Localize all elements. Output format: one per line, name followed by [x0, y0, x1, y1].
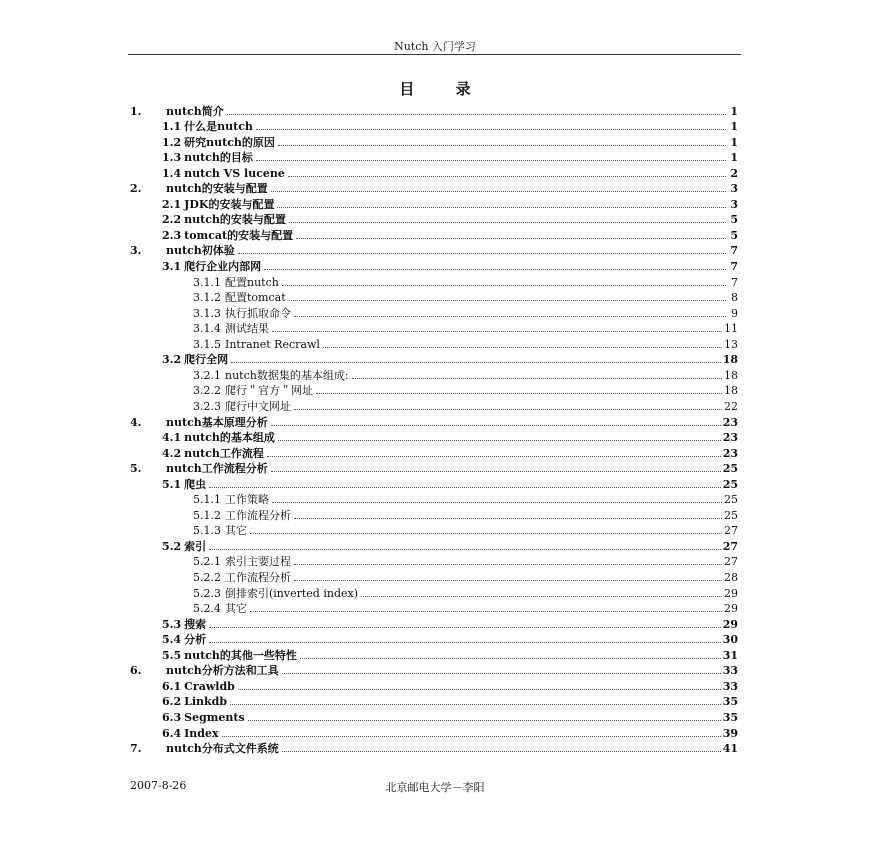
- toc-entry-label: 搜索: [184, 617, 207, 631]
- toc-dot-leader: [238, 253, 726, 254]
- toc-entry-number: 6.3: [162, 710, 182, 724]
- toc-entry-page: 1: [730, 104, 738, 118]
- toc-entry-number: 1.4: [162, 166, 182, 180]
- toc-entry[interactable]: [193, 553, 738, 569]
- toc-entry-label: nutch工作流程分析: [166, 462, 268, 476]
- toc-entry[interactable]: [162, 708, 738, 724]
- toc-entry-number: 5.5: [162, 648, 182, 662]
- toc-entry-label: nutch分析方法和工具: [166, 664, 279, 678]
- toc-entry[interactable]: [162, 724, 738, 740]
- toc-entry-label: nutch初体验: [166, 244, 235, 258]
- toc-entry-page: 7: [731, 275, 738, 289]
- toc-dot-leader: [282, 751, 721, 752]
- toc-entry[interactable]: [162, 133, 738, 149]
- toc-entry-number: 1.: [130, 104, 142, 118]
- toc-entry-number: 3.2.1: [193, 368, 221, 382]
- toc-dot-leader: [271, 191, 726, 192]
- toc-entry-label: 索引: [184, 539, 207, 553]
- footer-author: 北京邮电大学－李阳: [385, 781, 485, 794]
- toc-entry-page: 25: [724, 508, 738, 522]
- toc-entry-page: 1: [730, 120, 738, 134]
- toc-entry[interactable]: [193, 289, 738, 305]
- toc-entry-label: 爬行全网: [184, 353, 229, 367]
- toc-dot-leader: [288, 176, 726, 177]
- toc-entry[interactable]: [130, 413, 738, 429]
- toc-entry-label: 配置nutch: [225, 275, 279, 289]
- toc-entry[interactable]: [162, 537, 738, 553]
- toc-entry-number: 6.4: [162, 726, 182, 740]
- toc-entry-page: 18: [724, 384, 738, 398]
- toc-dot-leader: [361, 596, 722, 597]
- toc-dot-leader: [250, 611, 722, 612]
- toc-dot-leader: [294, 409, 722, 410]
- toc-entry[interactable]: [193, 584, 738, 600]
- toc-entry-number: 5.2.1: [193, 555, 221, 569]
- toc-entry[interactable]: [162, 149, 738, 165]
- toc-entry-number: 3.2: [162, 353, 182, 367]
- toc-entry[interactable]: [193, 320, 738, 336]
- toc-entry[interactable]: [193, 506, 738, 522]
- toc-entry[interactable]: [130, 102, 738, 118]
- toc-entry-page: 11: [724, 322, 738, 336]
- toc-entry-label: nutch的安装与配置: [166, 182, 268, 196]
- toc-entry[interactable]: [162, 444, 738, 460]
- toc-entry[interactable]: [193, 335, 738, 351]
- toc-dot-leader: [296, 238, 726, 239]
- toc-entry-label: 爬行中文网址: [225, 399, 291, 413]
- toc-entry-page: 39: [722, 726, 738, 740]
- toc-dot-leader: [282, 285, 726, 286]
- toc-entry-label: tomcat的安装与配置: [184, 228, 294, 242]
- toc-entry-page: 31: [722, 648, 738, 662]
- toc-dot-leader: [289, 222, 726, 223]
- toc-entry-page: 7: [730, 260, 738, 273]
- toc-entry-number: 5.: [130, 462, 142, 476]
- toc-dot-leader: [300, 658, 721, 659]
- toc-entry-label: nutch的安装与配置: [184, 213, 286, 227]
- toc-dot-leader: [272, 331, 722, 332]
- toc-dot-leader: [294, 564, 722, 565]
- toc-dot-leader: [271, 471, 721, 472]
- toc-entry-page: 2: [730, 166, 738, 180]
- toc-dot-leader: [289, 300, 726, 301]
- toc-entry-page: 9: [731, 306, 738, 320]
- toc-entry-number: 5.2: [162, 539, 182, 553]
- toc-entry-number: 1.3: [162, 151, 182, 165]
- toc-entry-page: 1: [730, 135, 738, 149]
- toc-entry-page: 35: [722, 710, 738, 724]
- toc-entry-label: Intranet Recrawl: [225, 337, 320, 351]
- toc-entry[interactable]: [193, 273, 738, 289]
- toc-entry-number: 3.2.3: [193, 399, 221, 413]
- toc-entry-label: 工作流程分析: [225, 508, 291, 522]
- toc-entry-label: 工作流程分析: [225, 571, 291, 584]
- toc-entry[interactable]: [130, 460, 738, 476]
- toc-entry-number: 2.: [130, 182, 142, 196]
- toc-entry-page: 27: [722, 539, 738, 553]
- toc-entry-label: 爬虫: [184, 477, 207, 491]
- toc-dot-leader: [264, 269, 726, 270]
- toc-entry-number: 5.1.1: [193, 493, 221, 507]
- toc-entry-number: 3.1.5: [193, 337, 221, 351]
- toc-entry-number: 2.2: [162, 213, 182, 227]
- toc-entry-number: 4.2: [162, 446, 182, 460]
- toc-entry-label: 工作策略: [225, 493, 269, 507]
- toc-dot-leader: [267, 456, 721, 457]
- toc-dot-leader: [231, 362, 721, 363]
- toc-entry-number: 3.1.4: [193, 322, 221, 336]
- toc-entry-page: 25: [724, 493, 738, 507]
- toc-entry[interactable]: [130, 740, 738, 756]
- toc-entry-page: 22: [724, 399, 738, 413]
- toc-entry-label: nutch分布式文件系统: [166, 742, 279, 756]
- toc-entry[interactable]: [162, 475, 738, 491]
- toc-entry-number: 2.3: [162, 228, 182, 242]
- toc-title: 目 录: [399, 80, 489, 98]
- toc-entry[interactable]: [162, 429, 738, 445]
- toc-entry-number: 5.2.4: [193, 602, 221, 616]
- toc-entry[interactable]: [162, 631, 738, 647]
- toc-entry[interactable]: [193, 491, 738, 507]
- toc-dot-leader: [278, 440, 721, 441]
- toc-entry-label: nutch工作流程: [184, 446, 264, 460]
- toc-entry-page: 23: [722, 415, 738, 429]
- toc-entry-label: Segments: [184, 710, 245, 724]
- toc-entry-page: 29: [722, 617, 738, 631]
- toc-entry[interactable]: [162, 351, 738, 367]
- toc-entry-number: 2.1: [162, 197, 182, 211]
- toc-dot-leader: [209, 487, 721, 488]
- toc-entry-number: 5.1.2: [193, 508, 221, 522]
- toc-entry-label: JDK的安装与配置: [184, 197, 275, 211]
- toc-entry-label: 倒排索引(inverted index): [225, 586, 358, 600]
- toc-entry-page: 23: [722, 446, 738, 460]
- toc-entry[interactable]: [162, 646, 738, 662]
- toc-entry-label: 其它: [225, 602, 247, 616]
- footer-date: 2007-8-26: [130, 779, 187, 792]
- toc-entry-label: nutch数据集的基本组成:: [225, 368, 349, 382]
- toc-entry-label: 什么是nutch: [184, 120, 253, 134]
- toc-entry-page: 33: [722, 664, 738, 678]
- toc-entry-number: 5.1: [162, 477, 182, 491]
- toc-dot-leader: [227, 114, 726, 115]
- toc-entry-number: 3.1.2: [193, 291, 221, 305]
- toc-entry[interactable]: [130, 242, 738, 258]
- toc-entry-number: 5.4: [162, 633, 182, 647]
- toc-entry-page: 25: [722, 477, 738, 491]
- toc-entry-label: 索引主要过程: [225, 555, 291, 569]
- toc-entry-page: 30: [722, 633, 738, 647]
- toc-entry[interactable]: [162, 677, 738, 693]
- toc-dot-leader: [271, 425, 721, 426]
- toc-dot-leader: [277, 207, 726, 208]
- toc-dot-leader: [282, 673, 721, 674]
- toc-entry-label: Crawldb: [184, 679, 235, 693]
- toc-dot-leader: [278, 145, 726, 146]
- toc-entry-page: 25: [722, 462, 738, 476]
- toc-entry-number: 7.: [130, 742, 142, 756]
- toc-dot-leader: [294, 518, 722, 519]
- toc-entry-label: 研究nutch的原因: [184, 135, 275, 149]
- toc-entry-page: 13: [724, 337, 738, 351]
- toc-entry-label: Index: [184, 726, 219, 740]
- toc-entry-page: 27: [724, 555, 738, 569]
- toc-entry-page: 5: [730, 228, 738, 242]
- toc-entry[interactable]: [162, 258, 738, 274]
- toc-entry-number: 5.3: [162, 617, 182, 631]
- toc-entry-label: 爬行＂官方＂网址: [225, 384, 313, 398]
- toc-entry-label: Linkdb: [184, 695, 228, 709]
- toc-entry[interactable]: [162, 164, 738, 180]
- toc-entry-label: 爬行企业内部网: [184, 260, 262, 273]
- toc-entry-page: 29: [724, 602, 738, 616]
- toc-dot-leader: [209, 627, 721, 628]
- toc-dot-leader: [209, 642, 721, 643]
- toc-entry-number: 1.2: [162, 135, 182, 149]
- toc-dot-leader: [222, 736, 721, 737]
- toc-entry[interactable]: [193, 569, 738, 585]
- toc-entry-label: 分析: [184, 633, 207, 647]
- toc-dot-leader: [238, 689, 721, 690]
- toc-entry-number: 6.1: [162, 679, 182, 693]
- toc-dot-leader: [256, 129, 726, 130]
- toc-entry[interactable]: [162, 226, 738, 242]
- toc-entry-page: 8: [731, 291, 738, 305]
- toc-entry[interactable]: [162, 693, 738, 709]
- toc-entry[interactable]: [162, 211, 738, 227]
- toc-entry-page: 33: [722, 679, 738, 693]
- toc-dot-leader: [323, 347, 722, 348]
- toc-entry-label: nutch的目标: [184, 151, 253, 165]
- toc-entry-page: 1: [730, 151, 738, 165]
- toc-entry-number: 3.: [130, 244, 142, 258]
- toc-entry-number: 3.1: [162, 260, 182, 273]
- toc-entry-number: 3.2.2: [193, 384, 221, 398]
- header-rule: [128, 54, 741, 55]
- toc-entry-page: 27: [724, 524, 738, 538]
- toc-dot-leader: [272, 502, 722, 503]
- toc-dot-leader: [352, 378, 722, 379]
- toc-entry-page: 5: [730, 213, 738, 227]
- toc-entry[interactable]: [193, 382, 738, 398]
- toc-entry-label: nutch VS lucene: [184, 166, 285, 180]
- toc-entry-page: 3: [730, 197, 738, 211]
- toc-entry[interactable]: [193, 304, 738, 320]
- toc-entry-label: nutch简介: [166, 104, 224, 118]
- toc-entry[interactable]: [130, 180, 738, 196]
- toc-entry-page: 18: [722, 353, 738, 367]
- toc-dot-leader: [248, 720, 721, 721]
- toc-entry-page: 7: [730, 244, 738, 258]
- toc-entry[interactable]: [162, 195, 738, 211]
- toc-dot-leader: [256, 160, 726, 161]
- toc-entry-number: 5.1.3: [193, 524, 221, 538]
- toc-entry-number: 3.1.3: [193, 306, 221, 320]
- toc-entry-page: 35: [722, 695, 738, 709]
- toc-entry-label: nutch基本原理分析: [166, 415, 268, 429]
- toc-entry-label: 测试结果: [225, 322, 269, 336]
- toc-entry[interactable]: [162, 615, 738, 631]
- toc-dot-leader: [250, 533, 722, 534]
- toc-entry-number: 6.: [130, 664, 142, 678]
- toc-dot-leader: [230, 704, 721, 705]
- toc-entry-label: 其它: [225, 524, 247, 538]
- toc-entry-number: 5.2.3: [193, 586, 221, 600]
- toc-dot-leader: [209, 549, 721, 550]
- toc-entry[interactable]: [193, 397, 738, 413]
- toc-entry-label: 执行抓取命令: [225, 306, 291, 320]
- toc-dot-leader: [316, 393, 722, 394]
- toc-dot-leader: [294, 580, 722, 581]
- toc-entry-page: 28: [724, 571, 738, 584]
- toc-dot-leader: [294, 316, 726, 317]
- toc-entry-label: nutch的基本组成: [184, 431, 275, 445]
- toc-entry[interactable]: [162, 118, 738, 134]
- toc-entry-page: 23: [722, 431, 738, 445]
- toc-entry-page: 3: [730, 182, 738, 196]
- toc-entry[interactable]: [193, 366, 738, 382]
- page-header-title: Nutch 入门学习: [394, 40, 476, 53]
- toc-entry-number: 4.1: [162, 431, 182, 445]
- toc-entry[interactable]: [193, 522, 738, 538]
- toc-entry-label: nutch的其他一些特性: [184, 648, 297, 662]
- toc-entry-page: 29: [724, 586, 738, 600]
- toc-entry[interactable]: [193, 600, 738, 616]
- toc-entry-number: 3.1.1: [193, 275, 221, 289]
- toc-entry-number: 5.2.2: [193, 571, 221, 584]
- toc-entry-page: 18: [724, 368, 738, 382]
- toc-entry-label: 配置tomcat: [225, 291, 286, 305]
- toc-entry-page: 41: [722, 742, 738, 756]
- toc-entry-number: 6.2: [162, 695, 182, 709]
- toc-entry-number: 4.: [130, 415, 142, 429]
- toc-entry[interactable]: [130, 662, 738, 678]
- toc-entry-number: 1.1: [162, 120, 182, 134]
